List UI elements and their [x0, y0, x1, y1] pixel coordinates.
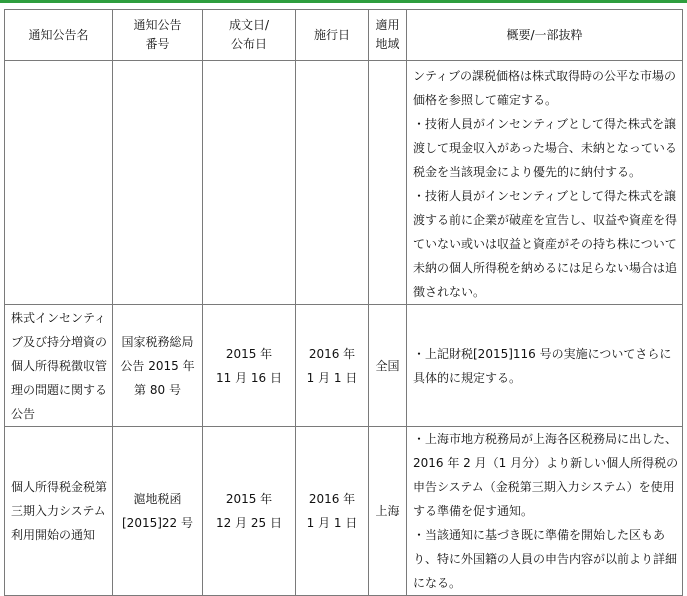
cell-issued-date: [203, 61, 296, 305]
header-name: 通知公告名: [5, 10, 113, 61]
cell-effective-date: 2016 年 1 月 1 日: [296, 427, 369, 596]
top-accent-bar: [0, 0, 687, 3]
table-row: [5, 427, 683, 596]
cell-name: 個人所得税金税第三期入力システム利用開始の通知: [5, 427, 113, 596]
header-number: 通知公告 番号: [113, 10, 203, 61]
cell-effective-date: [296, 61, 369, 305]
cell-region: [369, 61, 407, 305]
cell-region: 全国: [369, 305, 407, 427]
header-row: [5, 10, 683, 61]
header-region: 適用 地域: [369, 10, 407, 61]
header-issued-date: 成文日/ 公布日: [203, 10, 296, 61]
cell-number: 国家税務総局 公告 2015 年 第 80 号: [113, 305, 203, 427]
cell-summary: [407, 427, 683, 596]
summary-paragraph: ・上海市地方税務局が上海各区税務局に出した、2016 年 2 月（1 月分）より新しい個人所得税の申告システム（金税第三期入力システム）を使用する準備を促す通知。: [413, 432, 679, 518]
summary-paragraph: ・上記財税[2015]116 号の実施についてさらに具体的に規定する。: [413, 346, 672, 385]
cell-number: [113, 61, 203, 305]
cell-effective-date: 2016 年 1 月 1 日: [296, 305, 369, 427]
summary-paragraph: ・技術人員がインセンティブとして得た株式を譲渡して現金収入があった場合、未納となっている税金を当該現金により優先的に納付する。: [413, 117, 677, 179]
header-summary: 概要/一部抜粋: [407, 10, 683, 61]
tax-notice-table: [4, 9, 683, 596]
cell-summary: [407, 305, 683, 427]
cell-summary: [407, 61, 683, 305]
table-row: [5, 305, 683, 427]
cell-name: [5, 61, 113, 305]
cell-issued-date: 2015 年 12 月 25 日: [203, 427, 296, 596]
cell-issued-date: 2015 年 11 月 16 日: [203, 305, 296, 427]
cell-region: 上海: [369, 427, 407, 596]
summary-paragraph: ・当該通知に基づき既に準備を開始した区もあり、特に外国籍の人員の申告内容が以前より詳細になる。: [413, 528, 678, 590]
header-effective-date: 施行日: [296, 10, 369, 61]
summary-paragraph: ンティブの課税価格は株式取得時の公平な市場の価格を参照して確定する。: [413, 69, 677, 107]
summary-paragraph: ・技術人員がインセンティブとして得た株式を譲渡する前に企業が破産を宣告し、収益や資産を得ていない或いは収益と資産がその持ち株について未納の個人所得税を納めるには足らない場合は追徴されない。: [413, 189, 678, 299]
cell-number: 滬地税函 [2015]22 号: [113, 427, 203, 596]
table-row: [5, 61, 683, 305]
cell-name: 株式インセンティブ及び持分増資の個人所得税徴収管理の問題に関する公告: [5, 305, 113, 427]
